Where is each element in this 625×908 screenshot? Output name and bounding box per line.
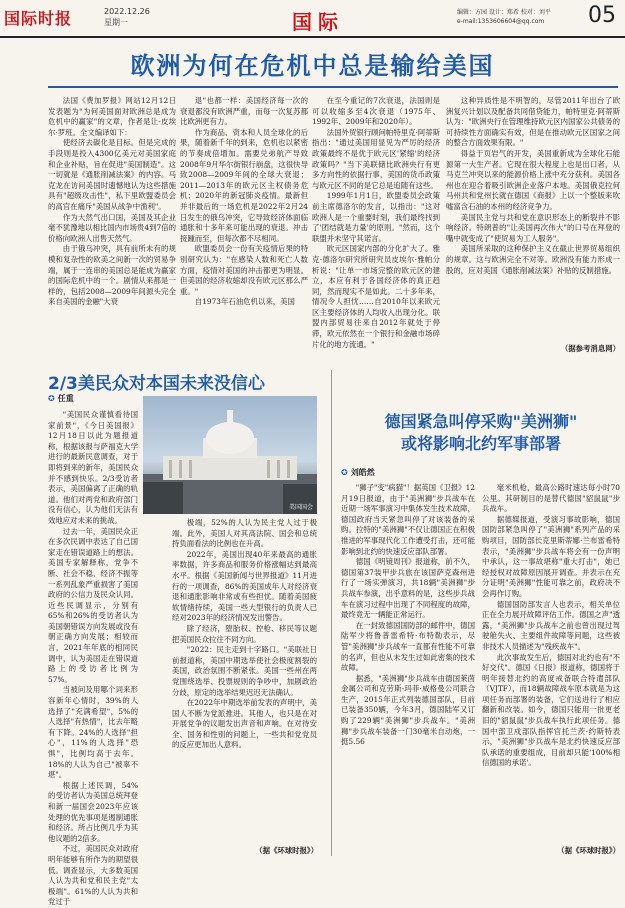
paragraph: 在至今重记的7次衰退，法国则是可以收缩多至4次衰退（1975年、1992年、2009年和2020年）。 [312, 96, 440, 127]
paragraph: 1999年1月1日，欧盟委员会政策前主席德洛尔的发言，以指出："这对欧洲人是一个重要时刻，我们最终找到了'团结就是力量'的原则。"然而，这个联盟并未坚守其诺言。 [312, 191, 440, 243]
us-capitol-photo [143, 396, 317, 514]
paragraph: 极端，52%的人认为民主党人过于极端。此外，美国人对其高法院、国会和总统持负面看法的比例也在升高。 [172, 518, 317, 549]
article1-column-2 [180, 96, 308, 366]
editor-credits [457, 8, 551, 26]
masthead [0, 0, 625, 38]
column-divider [331, 370, 332, 856]
star-icon: ✪ [48, 394, 55, 403]
paragraph: 根据上述民调，54%的受访者认为美国总统拜登和新一届国会2023年应该处理的优先事项是遏制通胀和经济。所占比例几乎为其他议题的2倍多。 [48, 780, 138, 843]
paragraph: 不过，美国民众对政府明年能够有所作为的期望很低。调查显示，大多数美国人认为共和党和民主党"太极端"。61%的人认为共和党过于 [48, 844, 138, 907]
paragraph: 当被问及用哪个词来形容新年心情时，39%的人选择了"充满希望"，5%的人选择"有热情"，比去年略有下降。24%的人选择"担心"，11%的人选择"恐惧"，比例均高于去年。18%的人认为自己"被辜不堪"。 [48, 685, 138, 780]
paragraph: 欧盟委员会一份有关疫情后果的特别研究认为："在感染人数和死亡人数方面，疫情对美国的冲击都更为明显。但美国的经济收缩却没有欧元区那么严重。" [180, 244, 308, 296]
paragraph: 据悉，"美洲狮"步兵战车由德国莱茵金属公司和克劳斯-玛菲·威格曼公司联合生产，2015年正式列装德国部队，目前已装备350辆，今年3月，德国陆军又订购了229辆"美洲狮"步兵战车。"美洲狮"步兵战车装备一门30毫米自动炮，一挺5.56 [341, 673, 475, 747]
article3-column-2 [482, 483, 620, 841]
paragraph: 过去一年，美国民众正在多次民调中表达了自己国家走在错误道路上的想法。美国专家解释称，党争不断、社会不稳、经济不振等一系列乱象严重损害了美国政府的公信力及民众认同。近些民调显示，分别有65%和26%的受访者认为美国朝错误方向发展或没有朝正确方向发展；相较而言，2021年年底的相同民调中，认为美国走在错误道路上的受访者比例为57%。 [48, 526, 138, 684]
page-number: 05 [588, 3, 616, 28]
paragraph: 作为大然气出口国，美国及其企业毫不犹豫地以相比国内市场贵4到7倍的价格向欧洲人出售天然气。 [48, 212, 176, 243]
article2-byline [48, 393, 74, 404]
paragraph: "狮子"变"病猫"！据英国《卫报》12月19日报道，由于"美洲狮"步兵战车在近期一场军事演习中集体发生技术故障，德国政府当天紧急叫停了对该装备的采购。拉特的"美洲狮"不仅让德国正在积极推进的军事现代化工作遭受打击，还可能影响到北约的快速反应部队部署。 [341, 483, 475, 556]
paragraph: 美国所采取的这种保护主义在截止世界贸易组织的规章。这与欧洲完全不对等。欧洲没有能力形成一股的，应对美国《通胀削减法案》补贴的反制措施。 [446, 244, 620, 275]
paragraph: 这种异质性是不明智的，尽管2011年出台了欧洲复兴计划以及配备共同借贷能力，帕特里克·阿蒂斯认为："欧洲央行在管理维持欧元区内国家公共债务的可持续性方面确实有效，但是在推动欧元区国家之间的整合方面效果有限。" [446, 96, 620, 148]
paragraph: 此次事故发生后，德国对北约也有"不好交代"。德国《日报》报道称，德国将于明年接替北约的高度戒备联合特遣部队（VJTF），而18辆故障战车原本就是为这项任务而部署的装备，它们送进行了相应翻新和改装。如今，德国只能用一批更老旧的"貂鼠鼠"步兵战车执行此项任务。德国中部卫戍部队指挥官托兰茨·约斯特表示，"美洲狮"步兵战车是北约快速反应部队承诺的重要组成，目前却只能'100%相信德国的承诺'。 [482, 652, 620, 768]
paragraph: 德国国防部发言人也表示，相关单位正在全力展开故障评估工作。德国之声"透露，"美洲狮"步兵战车之前也曾出现过驾驶舱失火、主要组件故障等问题，这些被非技术人员描述为"残疾战车"。 [482, 599, 620, 651]
paragraph: 除了经济，堕胎权、控枪、移民等议题把美国民众拉往不同方向。 [172, 623, 317, 644]
paragraph: 法国《费加罗报》网站12月12日发表题为"为何美国面对欧洲总是成为危机中的赢家"的文章，作者是让-皮埃尔·罗班。全文编译如下： [48, 96, 176, 137]
article1-column-3 [312, 96, 440, 366]
capitol-illustration [143, 396, 317, 514]
paragraph: 由于俄乌冲突，具有前所未有的规模和复杂性的欧美之间新一次的贸易争端，属于一连串的美国总是能成为赢家的国际危机中的一个。剧情从来都是一样的，包括2008—2009年间源头完全来自美国的金融"大衰 [48, 244, 176, 307]
article3-title-line-1: 德国紧急叫停采购"美洲狮" [384, 412, 578, 431]
article1-column-1 [48, 96, 176, 366]
article3-source: （据《环球时报》） [557, 846, 620, 855]
paragraph: 德国《明镜周刊》报道称，前不久，德国第37装甲步兵旅在该国萨克森州进行了一场实弹演习，共18辆"美洲狮"步兵战车参演，出乎意料的是，这些步兵战车在演习过程中出现了不同程度的故障，最终竟无一辆能正常运行。 [341, 557, 475, 620]
byline-name: 刘皓然 [350, 468, 375, 477]
article2-title: 2/3美民众对本国未来没信心 [48, 374, 265, 394]
article1-source: （据参考消息网） [560, 344, 620, 353]
main-headline: 欧洲为何在危机中总是输给美国 [130, 52, 495, 80]
photo-caption: 美国国会 [288, 504, 313, 511]
article3-title-line-2: 或将影响北约军事部署 [400, 434, 561, 453]
section-title: 国际 [292, 10, 344, 34]
paragraph: "美国民众谨慎看待国家前景"，《今日美国报》12月18日以此为题报道称，根据该报与萨福克大学进行的最新民意调查，对于即将到来的新年，美国民众并不感到快乐。2/3受访者表示，美国偏离了正确的轨道。他们对两党和政府部门没有信心，认为他们无法有效地应对未来的挑战。 [48, 410, 138, 525]
paragraph: 据德媒报道，受演习事故影响，德国国防部紧急叫停了"美洲狮"系列产品的采购项目，国防部长克里斯蒂娜·兰布雷希特表示，"美洲狮"步兵战车将会有一份声明中承认，这一事故堪称"重大打击"，她已经授权对故障原因展开调查。并表示在充分证明"美洲狮"性能可靠之前，政府决不会再作订购。 [482, 514, 620, 598]
editor-names: 编辑：方园 设计：郑希 校对：刘平 [457, 9, 551, 16]
newspaper-logo: 国际时报 [4, 9, 73, 28]
article2-column-2 [172, 518, 317, 848]
article2-source: （据《环球时报》） [255, 846, 318, 855]
paragraph: 得益于页岩气的开发，美国重新成为全球化石能源第一大生产者。它现在很大程度上也是出口者，从马克兰冲突以来的能源价格上涨中充分获利。美国各州也在迎合着吸引欧洲企业落户本地。美国俄克拉何马州共和党州长就在德国《商报》上以一个整版来吹嘘富含石油的本州的经济竞争力。 [446, 148, 620, 211]
paragraph: 自1973年石油危机以来，美国 [194, 297, 295, 307]
paragraph: 使经济去碳化是目标。但是完成的手段则是投入4300亿美元对美国家庭和企业补贴，旨在促进"美国制造"。这一切就是《通胀削减法案》的内容。马克龙在访问美国时遗憾地认为这些措施具有"超级攻击性"，私下里欧盟委员会的高官在痛斥"美国从战争中渔利"。 [48, 138, 176, 211]
paragraph: 在2022年中期选举前发表的声明中，美国人不断为党派推进。其他人，也只是在对开展党争的议题发出声音和声响。在对待安全、国务和性别的问题上，一些共和党党员的反应更加出人意料。 [172, 698, 317, 750]
paragraph: 2022年，美国出现40年来最高的通胀率数据，许多商品和服务价格涨幅达到最高水平。根据《美国新闻与世界报道》11月进行的一项调查，86%的美国成年人对经济衰退和通胀影响非常或有些担忧。随着美国疲软情绪持续，美国一些大型银行的负责人已经对2023年的经济情况发出警告。 [172, 549, 317, 623]
headline-divider [48, 86, 618, 88]
editor-email: e-mail:1353606604@qq.com [457, 18, 545, 25]
article3-column-1 [341, 483, 475, 856]
paragraph: "2022：民主走到十字路口。"美联社日前报道称，美国中期选举使社会极度割裂的美国，政治氛围不断紧张。美国一些州在两党围绕选举、投票规则的争吵中，加剧政治分歧，原定的选举结果迟迟无法确认。 [172, 645, 317, 697]
paragraph: 法国外贸银行顾问帕特里克·阿蒂斯指出："通过美国用显见为严厉的经济政策最终不是优于欧元区'紧缩'的经济政策吗？"当下美联储比欧洲央行有更多方向性的依据行事，美国的货币政策与欧元区不同的是它总是追随有这些。 [312, 127, 441, 190]
article3-byline [341, 467, 375, 478]
paragraph: 欧元区国家内部的分化扩大了。雅克·德洛尔研究所研究员皮埃尔·雅帕分析说："让单一市场完整的欧元区的建立，本应有利于各国经济体的真正趋同，然而现实不是如此。二十多年来，情况令人担忧……自2010年以来欧元区主要经济体的人均收入出现分化。联盟内部贸易往来自2012年就处于停滞，欧元依然在一个银行和金融市场碎片化的地方流通。" [312, 244, 440, 349]
paragraph: 毫米机枪，最高公路时速达每小时70公里。其研制目的是替代德国"貂鼠鼠"步兵战车。 [482, 483, 620, 514]
paragraph: 在一封致德国国防部的邮件中，德国陆军少将鲁普雷希特·布特勒表示，尽管"美洲狮"步兵战车一直都有性能不可靠的名声，但也从未发生过如此密集的技术故障。 [341, 620, 475, 673]
byline-name: 任重 [57, 394, 74, 403]
issue-date [104, 6, 150, 28]
paragraph: 美国民主党与共和党在意识形态上的断裂并不影响经济。特朗普的"让美国再次伟大"的口号在拜登的嘴中就变成了"使贸易为工人服务"。 [446, 212, 620, 243]
star-icon: ✪ [341, 468, 348, 477]
date-text: 2022.12.26 [104, 7, 150, 16]
article1-column-4 [446, 96, 620, 346]
paragraph: 作为商品、资本和人员全球化的后果，随着新千年的到来，危机也以紧密的节奏成倍增加。需要兑弟航产导致2008年9月华尔街银行崩盘，这很快导致2008—2009年间的全球大衰退；2011—2013年的欧元区主权债务危机；2020年的新冠肺炎疫情。最新但并非最后的一场危机是2022年2月24日发生的俄乌冲突，它导致经济体面临通胀和十多年来可能出现的衰退。冲击接踵而至，但每次都不尽相同。 [180, 127, 308, 243]
paragraph: 退"也都一样：美国经济每一次的衰退都没有欧洲严重，而每一次复苏都比欧洲更有力。 [180, 96, 308, 127]
article2-column-1 [48, 410, 138, 907]
weekday-text: 星期一 [104, 18, 128, 27]
